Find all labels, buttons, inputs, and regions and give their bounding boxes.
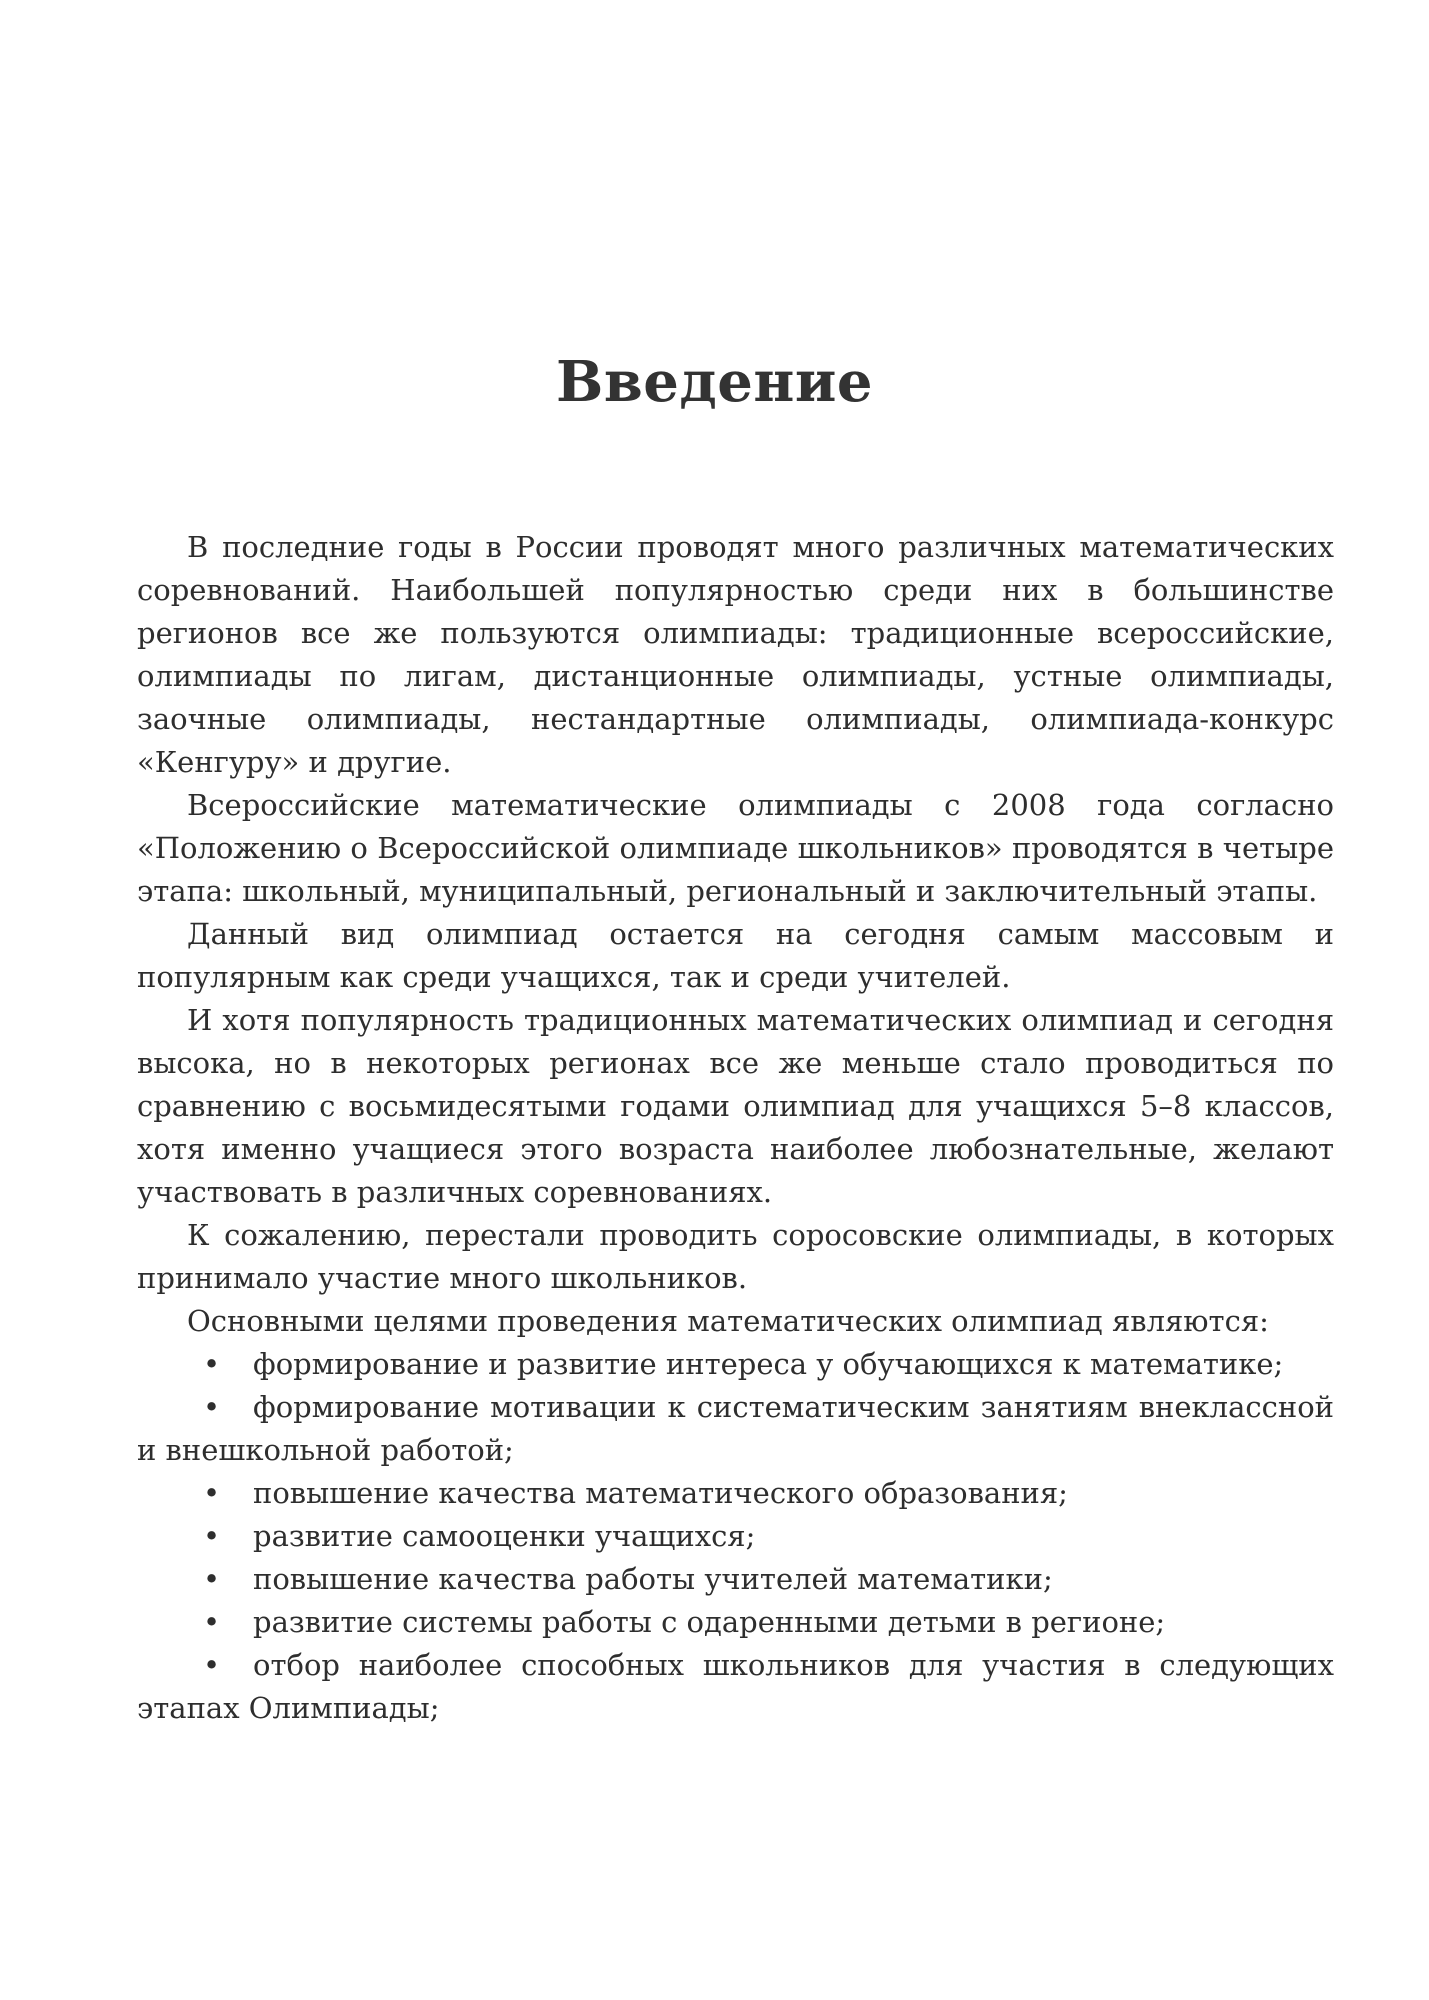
list-item-text: формирование и развитие интереса у обучающихся к математике; <box>253 1347 1284 1381</box>
page-title: Введение <box>556 349 873 415</box>
list-item-text: развитие системы работы с одаренными детьми в регионе; <box>253 1605 1166 1639</box>
bullet-icon: • <box>203 1347 221 1381</box>
list-item-text: развитие самооценки учащихся; <box>253 1519 756 1553</box>
bullet-icon: • <box>203 1519 221 1553</box>
list-item <box>137 1472 1334 1515</box>
list-item <box>137 1558 1334 1601</box>
bullet-icon: • <box>203 1390 221 1424</box>
body-text <box>137 526 1334 1730</box>
paragraph: Основными целями проведения математических олимпиад являются: <box>187 1304 1269 1338</box>
bullet-icon: • <box>203 1562 221 1596</box>
bullet-icon: • <box>203 1476 221 1510</box>
list-item <box>137 1644 1334 1730</box>
list-item <box>137 1343 1334 1386</box>
bullet-icon: • <box>203 1648 221 1682</box>
paragraph: И хотя популярность традиционных математических олимпиад и сегодня высока, но в некоторых регионах все же меньше стало проводиться по сравнению с восьмидесятыми годами олимпиад для учащихся 5–8 классов, хотя именно учащиеся этого возраста наиболее любознательные, желают участвовать в различных соревнованиях. <box>137 1003 1334 1209</box>
list-item-text: повышение качества математического образования; <box>253 1476 1068 1510</box>
list-item-text: отбор наиболее способных школьников для участия в следующих этапах Олимпиады; <box>137 1648 1334 1725</box>
list-item <box>137 1386 1334 1472</box>
list-item <box>137 1515 1334 1558</box>
list-item <box>137 1601 1334 1644</box>
list-item-text: повышение качества работы учителей математики; <box>253 1562 1053 1596</box>
paragraph: Всероссийские математические олимпиады с 2008 года согласно «Положению о Всероссийской олимпиаде школьников» проводятся в четыре этапа: школьный, муниципальный, региональный и заключительный этапы. <box>137 788 1334 908</box>
goals-list <box>137 1343 1334 1730</box>
list-item-text: формирование мотивации к систематическим занятиям внеклассной и внешкольной работой; <box>137 1390 1334 1467</box>
paragraph: Данный вид олимпиад остается на сегодня самым массовым и популярным как среди учащихся, так и среди учителей. <box>137 917 1334 994</box>
bullet-icon: • <box>203 1605 221 1639</box>
paragraph: К сожалению, перестали проводить соросовские олимпиады, в которых принимало участие много школьников. <box>137 1218 1334 1295</box>
paragraph: В последние годы в России проводят много различных математических соревнований. Наибольшей популярностью среди них в большинстве регионов все же пользуются олимпиады: традиционные всероссийские, олимпиады по лигам, дистанционные олимпиады, устные олимпиады, заочные олимпиады, нестандартные олимпиады, олимпиада-конкурс «Кенгуру» и другие. <box>137 530 1334 779</box>
